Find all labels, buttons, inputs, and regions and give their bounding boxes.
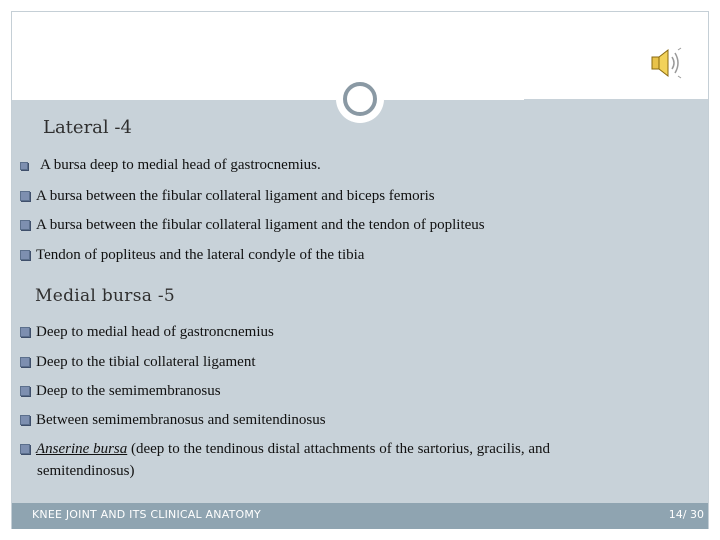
bullet-icon [20,444,30,454]
speaker-icon[interactable] [648,46,684,80]
list-item-lateral-1 [20,155,321,175]
list-item-text: Deep to medial head of gastroncnemius [36,324,274,340]
list-item-medial-5 [20,439,550,459]
bullet-icon [20,162,28,170]
lateral-heading: Lateral -4 [43,117,132,138]
list-item-medial-1 [20,322,274,342]
list-item-text: (deep to the tendinous distal attachments of the sartorius, gracilis, and [127,441,551,457]
footer-title: KNEE JOINT AND ITS CLINICAL ANATOMY [32,508,261,521]
divider-right [384,98,524,100]
list-item-lateral-3 [20,215,485,235]
bullet-icon [20,386,30,396]
bullet-icon [20,250,30,260]
list-item-text: Tendon of popliteus and the lateral condyle of the tibia [36,247,365,263]
anserine-bursa-label: Anserine bursa [36,441,128,457]
bullet-icon [20,415,30,425]
list-item-lateral-4 [20,245,364,265]
list-item-text: Deep to the semimembranosus [36,383,221,399]
list-item-text: A bursa deep to medial head of gastrocnemius. [40,157,321,173]
list-item-text: A bursa between the fibular collateral ligament and the tendon of popliteus [36,217,485,233]
list-item-medial-3 [20,381,221,401]
list-item-text: A bursa between the fibular collateral ligament and biceps femoris [36,188,435,204]
list-item-lateral-2 [20,186,435,206]
list-item-medial-4 [20,410,326,430]
bullet-icon [20,220,30,230]
divider-left [12,98,336,100]
bullet-icon [20,191,30,201]
medial-heading: Medial bursa -5 [35,286,176,306]
bullet-icon [20,357,30,367]
list-item-text: Deep to the tibial collateral ligament [36,354,256,370]
list-item-medial-2 [20,352,256,372]
ring-icon [343,82,377,116]
list-item-text: Between semimembranosus and semitendinosus [36,412,326,428]
bullet-icon [20,327,30,337]
page-number: 14/ 30 [668,508,704,521]
list-item-continuation: semitendinosus) [37,463,135,479]
